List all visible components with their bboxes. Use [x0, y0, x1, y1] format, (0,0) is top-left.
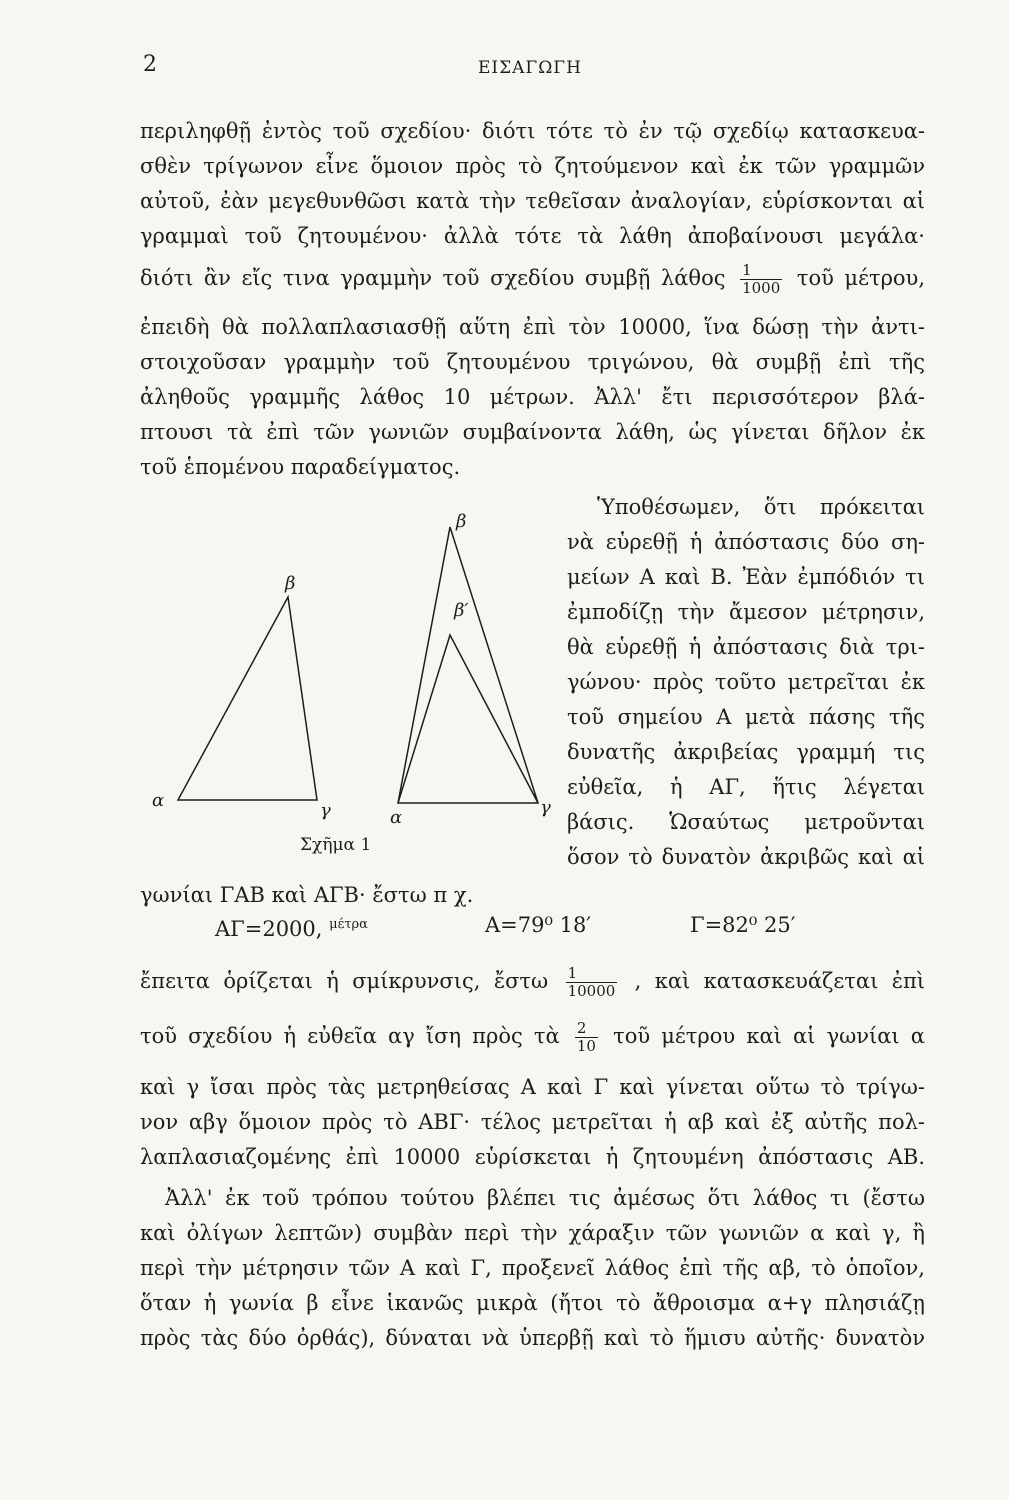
fraction-denominator: 10: [576, 1037, 596, 1055]
text-line: νον αβγ ὅμοιον πρὸς τὸ ΑΒΓ· τέλος μετρεῖται ἡ αβ καὶ ἐξ αὐτῆς πολ-: [140, 1110, 925, 1134]
formula-ag-value: ΑΓ=2000,: [215, 917, 323, 941]
formula-ag: [215, 910, 368, 944]
text-segment: τοῦ σχεδίου ἡ εὐθεῖα αγ ἴση πρὸς τὰ: [140, 1024, 560, 1048]
formula-angle-a: Α=79⁰ 18′: [485, 913, 592, 937]
text-line: τοῦ ἑπομένου παραδείγματος.: [140, 455, 461, 479]
label-gamma-2: γ: [540, 797, 551, 818]
text-line: δυνατῆς ἀκριβείας γραμμή τις: [567, 740, 925, 764]
text-segment: τοῦ μέτρου,: [796, 266, 925, 290]
text-segment: , καὶ κατασκευάζεται ἐπὶ: [634, 969, 926, 993]
text-segment: διότι ἂν εἴς τινα γραμμὴν τοῦ σχεδίου συμβῇ λάθος: [140, 266, 726, 290]
text-line: νὰ εὑρεθῇ ἡ ἀπόστασις δύο ση-: [567, 530, 925, 554]
fraction-denominator: 1000: [742, 279, 781, 297]
triangle-small: [178, 597, 317, 800]
text-line: στοιχοῦσαν γραμμὴν τοῦ ζητουμένου τριγώνου, θὰ συμβῇ ἐπὶ τῆς: [140, 350, 925, 374]
text-line: καὶ γ ἴσαι πρὸς τὰς μετρηθείσας Α καὶ Γ καὶ γίνεται οὕτω τὸ τρίγω-: [140, 1075, 925, 1099]
text-line: ὅσον τὸ δυνατὸν ἀκριβῶς καὶ αἱ: [567, 845, 925, 869]
text-line-with-fraction: [140, 1020, 925, 1055]
text-line: εὐθεῖα, ἡ ΑΓ, ἥτις λέγεται: [567, 775, 925, 799]
text-line: πτουσι τὰ ἐπὶ τῶν γωνιῶν συμβαίνοντα λάθη, ὡς γίνεται δῆλον ἐκ: [140, 420, 925, 444]
text-line: γώνου· πρὸς τοῦτο μετρεῖται ἐκ: [567, 670, 925, 694]
fraction-numerator: 2: [575, 1020, 598, 1038]
text-line: Ὑποθέσωμεν, ὅτι πρόκειται: [597, 495, 925, 519]
text-line: τοῦ σημείου Α μετὰ πάσης τῆς: [567, 705, 925, 729]
text-line-with-fraction: [140, 965, 925, 1000]
text-line: ἐπειδὴ θὰ πολλαπλασιασθῇ αὕτη ἐπὶ τὸν 10000, ἵνα δώσῃ τὴν ἀντι-: [140, 315, 925, 339]
label-alpha-1: α: [152, 790, 165, 811]
text-line: βάσις. Ὡσαύτως μετροῦνται: [567, 810, 925, 834]
text-line: γραμμαὶ τοῦ ζητουμένου· ἀλλὰ τότε τὰ λάθη ἀποβαίνουσι μεγάλα·: [140, 224, 925, 248]
text-line: περὶ τὴν μέτρησιν τῶν Α καὶ Γ, προξενεῖ λάθος ἐπὶ τῆς αβ, τὸ ὁποῖον,: [140, 1256, 925, 1280]
fraction-denominator: 10000: [567, 982, 616, 1000]
text-line: μείων Α καὶ Β. Ἐὰν ἐμπόδιόν τι: [567, 565, 925, 589]
fraction: [740, 262, 782, 297]
text-line-with-fraction: [140, 262, 925, 297]
text-line: ἐμποδίζῃ τὴν ἄμεσον μέτρησιν,: [567, 600, 925, 624]
text-line: ἀληθοῦς γραμμῆς λάθος 10 μέτρων. Ἀλλ' ἔτι περισσότερον βλά-: [140, 385, 925, 409]
label-beta-2-prime: β′: [454, 600, 469, 621]
text-segment: τοῦ μέτρου καὶ αἱ γωνίαι α: [613, 1024, 925, 1048]
text-line: πρὸς τὰς δύο ὀρθάς), δύναται νὰ ὑπερβῇ καὶ τὸ ἥμισυ αὐτῆς· δυνατὸν: [140, 1326, 925, 1350]
text-line: Ἀλλ' ἐκ τοῦ τρόπου τούτου βλέπει τις ἀμέσως ὅτι λάθος τι (ἔστω: [165, 1186, 925, 1210]
fraction-numerator: 1: [740, 262, 782, 280]
formula-units: μέτρα: [329, 917, 368, 932]
page-number: 2: [143, 52, 157, 77]
text-line: λαπλασιαζομένης ἐπὶ 10000 εὑρίσκεται ἡ ζητουμένη ἀπόστασις ΑΒ.: [140, 1145, 925, 1169]
triangle-large-inner: [398, 635, 538, 803]
triangle-diagram: [140, 505, 560, 835]
text-line: θὰ εὑρεθῇ ἡ ἀπόστασις διὰ τρι-: [567, 635, 925, 659]
text-segment: ἔπειτα ὁρίζεται ἡ σμίκρυνσις, ἔστω: [140, 969, 549, 993]
text-line: γωνίαι ΓΑΒ καὶ ΑΓΒ· ἔστω π χ.: [140, 883, 474, 907]
figure-triangles: [140, 505, 560, 885]
label-beta-1: β: [285, 573, 296, 594]
text-line: καὶ ὀλίγων λεπτῶν) συμβὰν περὶ τὴν χάραξιν τῶν γωνιῶν α καὶ γ, ἢ: [140, 1221, 925, 1245]
text-line: περιληφθῇ ἐντὸς τοῦ σχεδίου· διότι τότε τὸ ἐν τῷ σχεδίῳ κατασκευα-: [140, 119, 925, 143]
label-alpha-2: α: [390, 807, 403, 828]
text-line: σθὲν τρίγωνον εἶνε ὅμοιον πρὸς τὸ ζητούμενον καὶ ἐκ τῶν γραμμῶν: [140, 154, 925, 178]
formula-angle-g: Γ=82⁰ 25′: [690, 913, 796, 937]
text-line: αὐτοῦ, ἐὰν μεγεθυνθῶσι κατὰ τὴν τεθεῖσαν ἀναλογίαν, εὑρίσκονται αἱ: [140, 189, 925, 213]
fraction: [566, 965, 618, 1000]
text-line: ὅταν ἡ γωνία β εἶνε ἱκανῶς μικρὰ (ἤτοι τὸ ἄθροισμα α+γ πλησιάζῃ: [140, 1291, 925, 1315]
fraction: [575, 1020, 598, 1055]
label-beta-2: β: [456, 511, 467, 532]
figure-caption: Σχῆμα 1: [300, 835, 372, 855]
fraction-numerator: 1: [566, 965, 618, 983]
running-head: ΕΙΣΑΓΩΓΗ: [478, 58, 582, 78]
label-gamma-1: γ: [320, 800, 331, 821]
